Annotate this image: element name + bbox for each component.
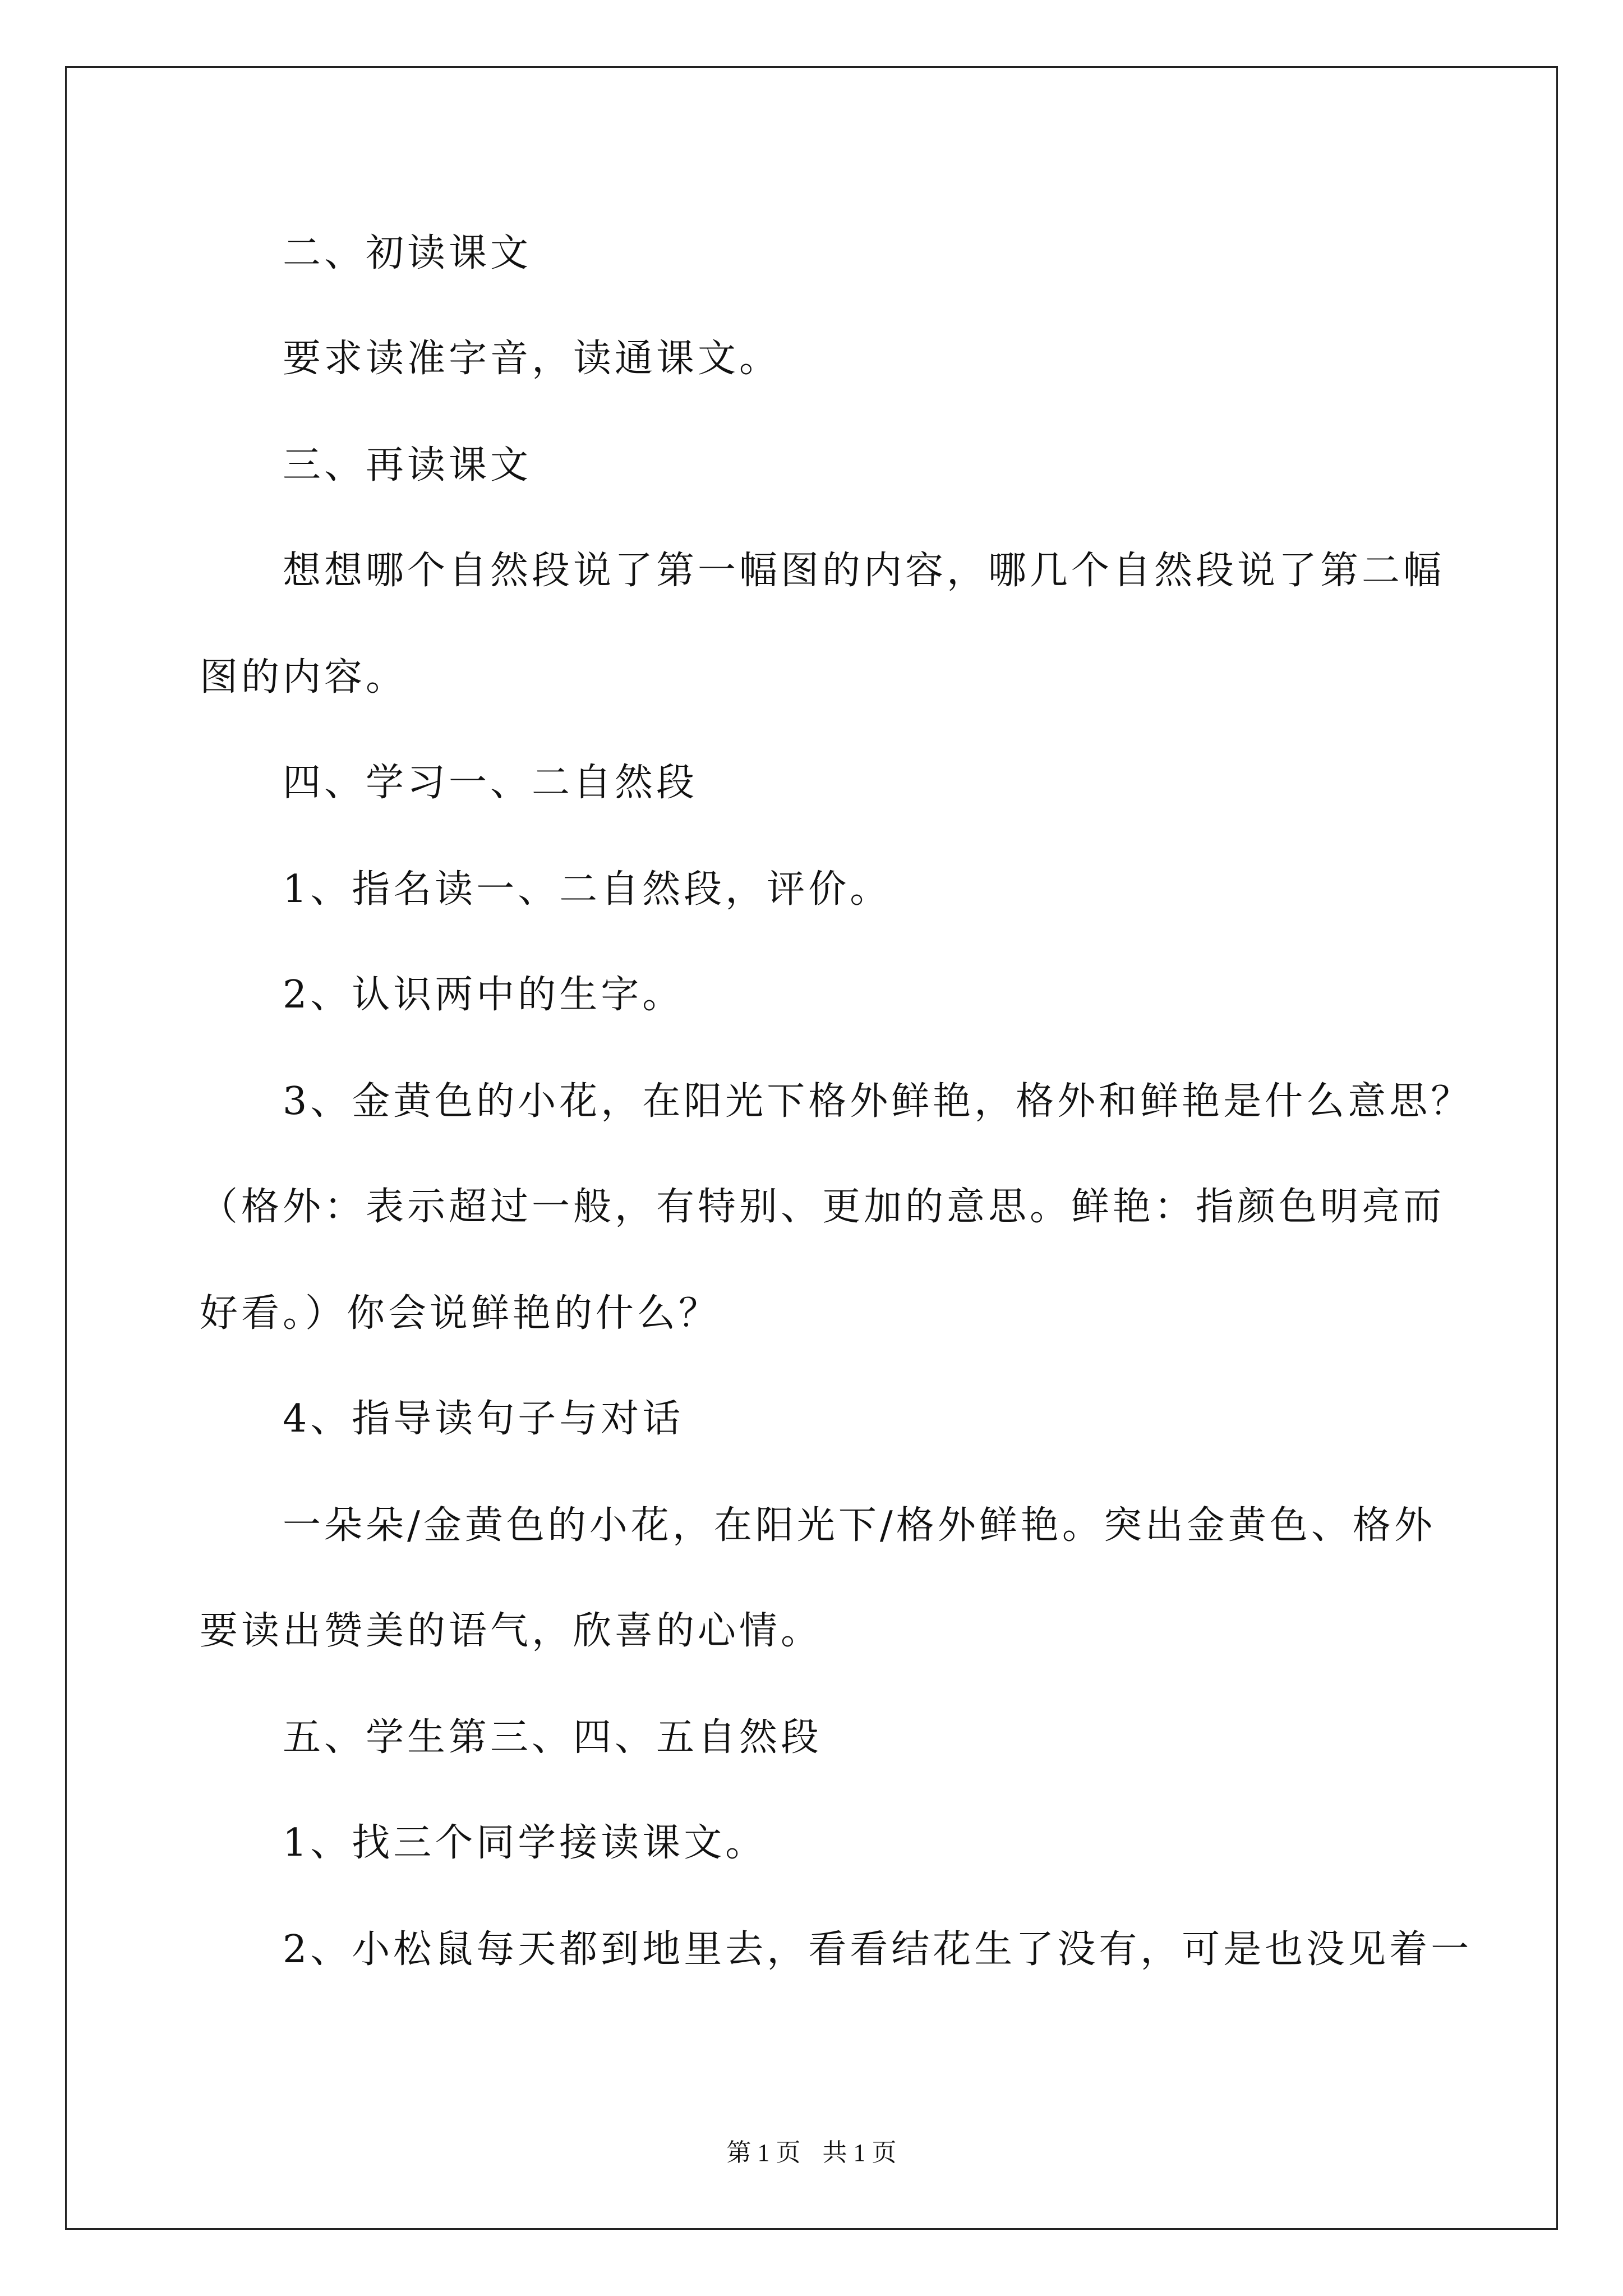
paragraph-text: （格外：表示超过一般，有特别、更加的意思。鲜艳：指颜色明亮而 — [200, 1185, 1445, 1229]
paragraph-text: 要读出赞美的语气，欣喜的心情。 — [200, 1609, 823, 1653]
paragraph-text: 图的内容。 — [200, 655, 408, 700]
list-item: 2、认识两中的生字。 — [283, 973, 684, 1017]
section-heading: 四、学习一、二自然段 — [283, 761, 698, 805]
page-footer — [0, 2132, 1623, 2168]
section-heading: 二、初读课文 — [283, 231, 532, 275]
list-item: 1、找三个同学接读课文。 — [283, 1821, 767, 1865]
paragraph-text: 一朵朵/金黄色的小花，在阳光下/格外鲜艳。突出金黄色、格外 — [283, 1503, 1436, 1548]
list-item: 1、指名读一、二自然段，评价。 — [283, 867, 892, 912]
section-heading: 五、学生第三、四、五自然段 — [283, 1715, 823, 1760]
list-item: 4、指导读句子与对话 — [283, 1397, 684, 1441]
list-item: 2、小松鼠每天都到地里去，看看结花生了没有，可是也没见着一 — [283, 1927, 1473, 1972]
list-item: 3、金黄色的小花，在阳光下格外鲜艳，格外和鲜艳是什么意思？ — [283, 1079, 1473, 1124]
section-heading: 三、再读课文 — [283, 443, 532, 487]
paragraph-text: 想想哪个自然段说了第一幅图的内容，哪几个自然段说了第二幅 — [283, 549, 1445, 593]
page-total: 共 1 页 — [822, 2139, 897, 2166]
paragraph-text: 好看。）你会说鲜艳的什么？ — [200, 1291, 721, 1336]
page-number: 第 1 页 — [726, 2139, 801, 2166]
page-border — [65, 66, 1558, 2230]
paragraph-text: 要求读准字音，读通课文。 — [283, 337, 781, 381]
